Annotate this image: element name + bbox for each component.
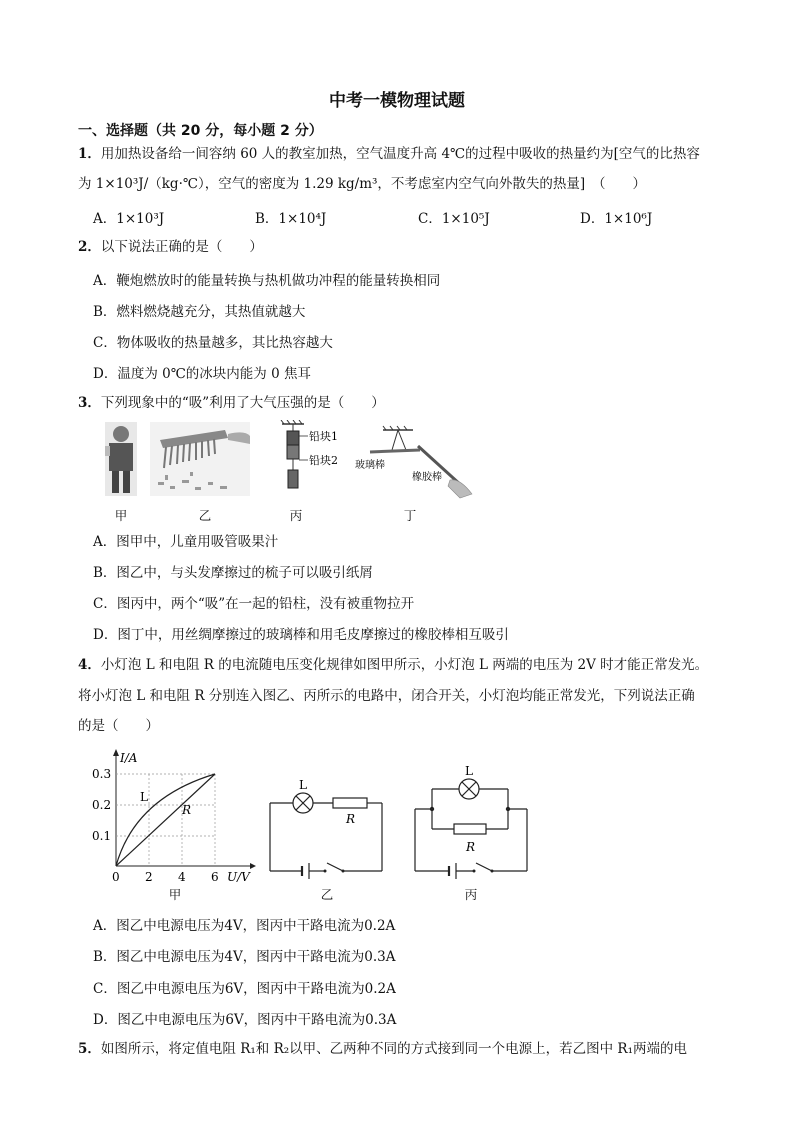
q4-line2: 将小灯泡 L 和电阻 R 分别连入图乙、丙所示的电路中，闭合开关，小灯泡均能正常发光，下列说法正确 [78,688,695,704]
q4-text: 小灯泡 L 和电阻 R 的电流随电压变化规律如图甲所示，小灯泡 L 两端的电压为 2V 时才能正常发光。 [100,657,709,673]
q1-text: 用加热设备给一间容纳 60 人的教室加热，空气温度升高 4℃的过程中吸收的热量约为[空气的比热容 [100,146,700,162]
q2-option-c: C．物体吸收的热量越多，其比热容越大 [93,335,333,351]
x-tick-4: 4 [178,870,186,884]
rubber-rod-label: 橡胶棒 [412,472,442,483]
resistor-r-label: R [346,812,356,826]
q1-line2: 为 1×10³J/（kg·℃），空气的密度为 1.29 kg/m³，不考虑室内空气向外散失的热量] （ ） [78,176,646,192]
q4-fig-label-bing: 丙 [464,887,478,902]
y-tick-03: 0.3 [92,767,112,781]
q1-option-c: C．1×10⁵J [418,211,490,227]
lead-blocks-diagram [281,420,338,488]
q1-option-d: D．1×10⁶J [580,211,653,227]
curve-l-label: L [140,790,148,804]
q3-number: 3． [78,395,101,411]
q4-fig-label-yi: 乙 [320,887,334,902]
q4-option-a: A．图乙中电源电压为4V，图丙中干路电流为0.2A [93,918,396,934]
parallel-circuit [410,765,535,885]
q5-number: 5． [78,1041,101,1057]
q4-fig-label-jia: 甲 [168,887,182,902]
q3-fig-label-bing: 丙 [289,508,303,523]
curve-r [116,774,215,866]
x-tick-0: 0 [112,870,120,884]
q4-option-c: C．图乙中电源电压为6V，图丙中干路电流为0.2A [93,981,396,997]
x-tick-2: 2 [145,870,153,884]
q3-fig-label-yi: 乙 [198,508,212,523]
q4-option-d: D．图乙中电源电压为6V，图丙中干路电流为0.3A [93,1012,397,1028]
q1-option-a: A．1×10³J [93,211,165,227]
q4-line1 [78,655,708,675]
resistor-r-label-2: R [466,840,476,854]
q2-option-d: D．温度为 0℃的冰块内能为 0 焦耳 [93,366,311,382]
q1-line1 [78,144,700,164]
q3-text: 下列现象中的“吸”利用了大气压强的是（ ） [100,395,385,411]
page-title: 中考一模物理试题 [329,91,465,111]
lamp-l-label: L [299,778,307,792]
q3-option-d: D．图丁中，用丝绸摩擦过的玻璃棒和用毛皮摩擦过的橡胶棒相互吸引 [93,627,509,643]
y-axis-label: I/A [120,751,138,765]
q3-stem [78,393,385,413]
q3-option-a: A．图甲中，儿童用吸管吸果汁 [93,534,279,550]
iu-graph [90,748,260,888]
x-axis-label: U/V [227,870,250,884]
boy-drinking-image [105,422,137,496]
series-circuit [265,775,390,885]
y-tick-01: 0.1 [92,829,112,843]
y-tick-02: 0.2 [92,798,112,812]
q1-option-b: B．1×10⁴J [255,211,327,227]
q3-option-b: B．图乙中，与头发摩擦过的梳子可以吸引纸屑 [93,565,373,581]
comb-paper-image [150,422,250,496]
q4-number: 4． [78,657,101,673]
q5-line1 [78,1039,687,1059]
q2-stem [78,237,263,257]
q3-fig-label-jia: 甲 [114,508,128,523]
curve-r-label: R [182,803,192,817]
x-tick-6: 6 [211,870,219,884]
lamp-l-label-2: L [465,765,473,778]
glass-rod-label: 玻璃棒 [355,460,385,471]
q3-option-c: C．图丙中，两个“吸”在一起的铅柱，没有被重物拉开 [93,596,415,612]
lead-block-2-label: 铅块2 [309,454,338,467]
section-heading: 一、选择题（共 20 分，每小题 2 分） [78,123,323,139]
q3-figure-row [100,420,480,502]
q4-line3: 的是（ ） [78,718,159,734]
rods-attraction-diagram [355,426,472,498]
lead-block-1-label: 铅块1 [309,430,338,443]
q3-fig-label-ding: 丁 [403,508,417,523]
q2-option-a: A．鞭炮燃放时的能量转换与热机做功冲程的能量转换相同 [93,273,441,289]
q2-number: 2． [78,239,101,255]
q5-text: 如图所示，将定值电阻 R₁和 R₂以甲、乙两种不同的方式接到同一个电源上，若乙图中 R₁两端的电 [100,1041,688,1057]
q2-option-b: B．燃料燃烧越充分，其热值就越大 [93,304,306,320]
q4-option-b: B．图乙中电源电压为4V，图丙中干路电流为0.3A [93,949,396,965]
q1-number: 1． [78,146,101,162]
q2-text: 以下说法正确的是（ ） [100,239,263,255]
